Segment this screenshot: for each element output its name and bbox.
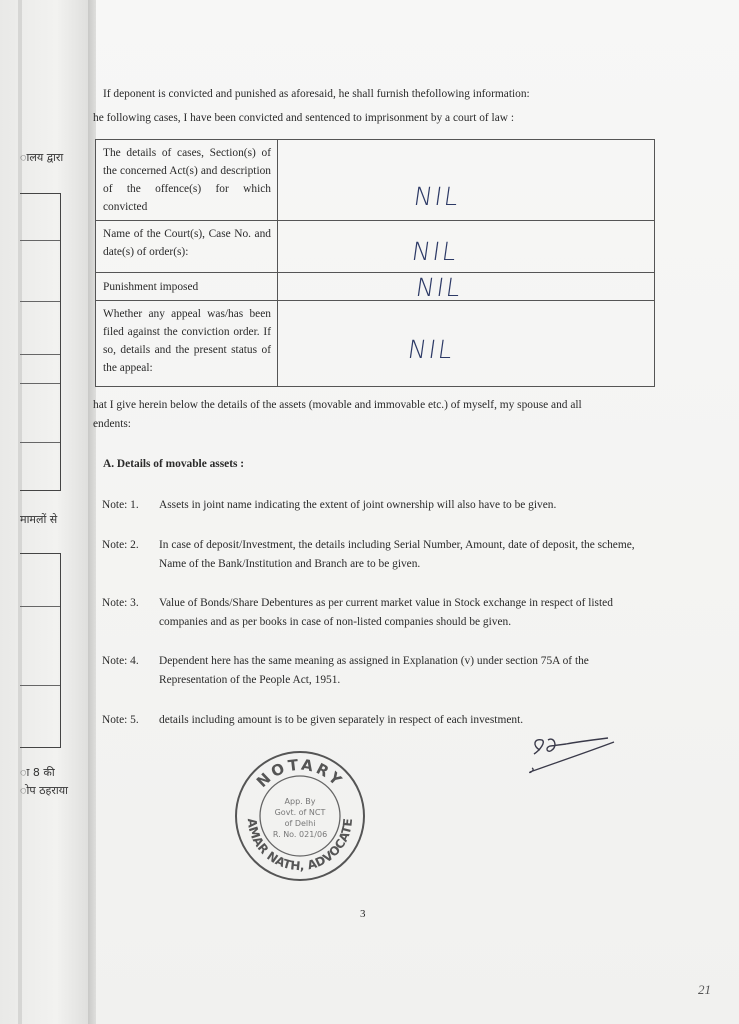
page-number: 3 <box>360 908 366 920</box>
row-label: The details of cases, Section(s) of the concerned Act(s) and description of the offence(s) for which convicted <box>96 140 278 221</box>
note-label: Note: 4. <box>102 655 139 667</box>
stamp-top-text: NOTARY <box>252 755 348 792</box>
row-value-cell <box>278 273 655 301</box>
stamp-center-line: of Delhi <box>284 819 316 828</box>
row-label: Whether any appeal was/has been filed against the conviction order. If so, details and the present status of the appeal: <box>96 301 278 387</box>
note-2 <box>102 536 662 576</box>
note-text: In case of deposit/Investment, the details including Serial Number, Amount, date of deposit, the scheme, Name of the Bank/Institution and Branch are to be given. <box>159 539 635 570</box>
row-label: Punishment imposed <box>96 273 278 301</box>
assets-intro-line-1: hat I give herein below the details of the assets (movable and immovable etc.) of myself, my spouse and all <box>93 399 582 411</box>
note-text: Value of Bonds/Share Debentures as per current market value in Stock exchange in respect of listed companies and as per books in case of non-listed companies should be given. <box>159 597 613 628</box>
note-label: Note: 2. <box>102 539 139 551</box>
handwritten-nil: NIL <box>405 335 457 364</box>
note-label: Note: 3. <box>102 597 139 609</box>
note-label: Note: 1. <box>102 499 139 511</box>
left-page-table-1 <box>20 193 61 491</box>
table-row <box>96 221 655 273</box>
note-1 <box>102 496 662 516</box>
left-facing-page <box>0 0 94 1024</box>
note-text: details including amount is to be given separately in respect of each investment. <box>159 714 524 726</box>
left-page-text-4: ोप ठहराया <box>20 784 68 797</box>
left-page-text-3: ा 8 की <box>20 766 55 779</box>
row-value-cell <box>278 301 655 387</box>
corner-mark: 21 <box>698 982 711 997</box>
conviction-details-table <box>95 139 655 387</box>
handwritten-nil: NIL <box>409 237 461 266</box>
table-row <box>96 140 655 221</box>
signature-icon <box>522 728 622 778</box>
table-row <box>96 301 655 387</box>
note-4 <box>102 652 662 692</box>
note-3 <box>102 594 662 634</box>
note-label: Note: 5. <box>102 714 139 726</box>
intro-line-2: he following cases, I have been convicted and sentenced to imprisonment by a court of law : <box>93 112 515 124</box>
table-row <box>96 273 655 301</box>
notary-stamp <box>232 748 368 884</box>
stamp-center-line: App. By <box>284 797 316 806</box>
left-page-text-1: ालय द्वारा <box>20 151 64 164</box>
stamp-center-line: R. No. 021/06 <box>272 830 328 839</box>
left-page-text-2: मामलों से <box>20 513 58 526</box>
intro-line-1: If deponent is convicted and punished as aforesaid, he shall furnish thefollowing information: <box>103 88 530 100</box>
row-value-cell <box>278 140 655 221</box>
section-heading: A. Details of movable assets : <box>103 458 245 470</box>
row-label: Name of the Court(s), Case No. and date(s) of order(s): <box>96 221 278 273</box>
assets-intro-line-2: endents: <box>93 418 131 430</box>
handwritten-nil: NIL <box>413 273 465 302</box>
stamp-bottom-text: AMAR NATH, ADVOCATE <box>244 817 356 874</box>
row-value-cell <box>278 221 655 273</box>
stamp-center-line: Govt. of NCT <box>274 808 326 817</box>
note-text: Dependent here has the same meaning as assigned in Explanation (v) under section 75A of the Representation of the People Act, 1951. <box>159 655 589 686</box>
left-page-table-2 <box>20 553 61 748</box>
note-text: Assets in joint name indicating the extent of joint ownership will also have to be given. <box>159 499 557 511</box>
handwritten-nil: NIL <box>411 182 463 211</box>
